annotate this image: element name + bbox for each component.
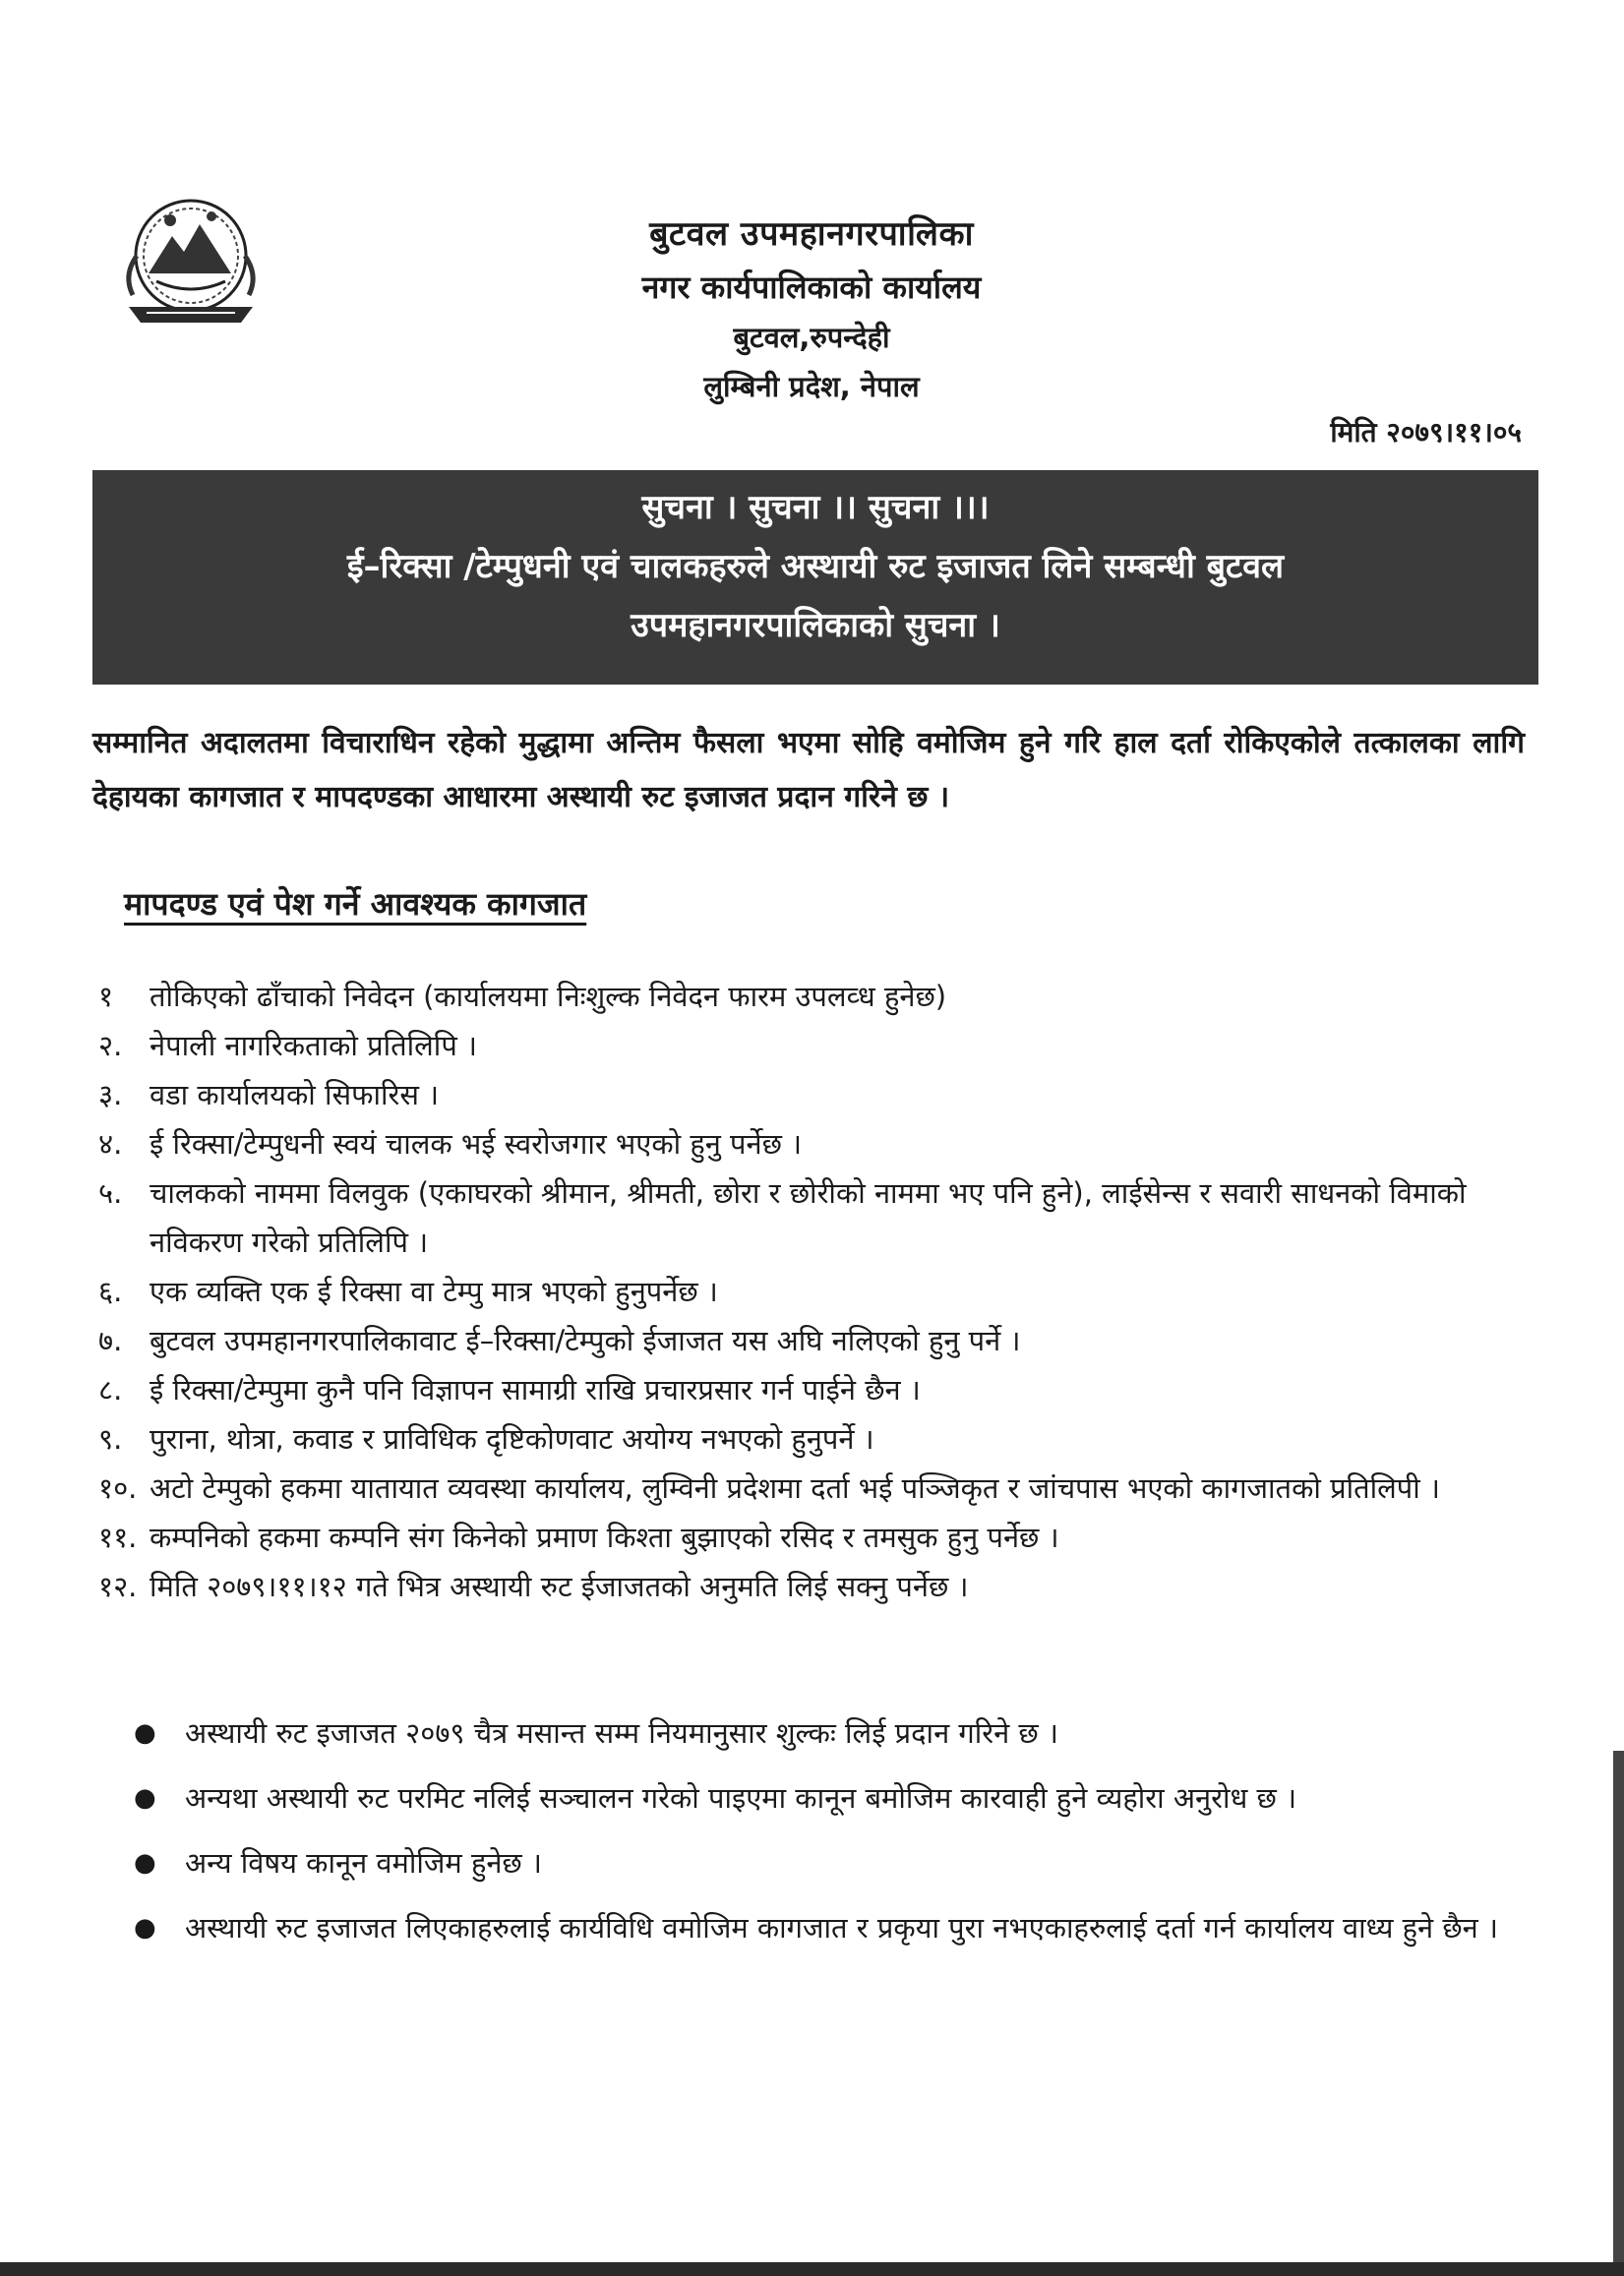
requirement-number: २. [98, 1029, 123, 1062]
requirement-text: तोकिएको ढाँचाको निवेदन (कार्यालयमा निःशुल्क निवेदन फारम उपलव्ध हुनेछ) [150, 980, 947, 1013]
requirement-number: १०. [98, 1471, 138, 1505]
requirement-item [98, 972, 1527, 1021]
requirement-item [98, 1267, 1527, 1316]
note-item [134, 1901, 1529, 1954]
office-header [472, 207, 1151, 411]
notice-date: मिति २०७९।११।०५ [1330, 416, 1522, 449]
note-text: अन्य विषय कानून वमोजिम हुनेछ । [185, 1846, 542, 1880]
scan-edge-right [1613, 1751, 1624, 2276]
requirement-number: १२. [98, 1570, 138, 1603]
banner-notice-heading: सुचना । सुचना ।। सुचना ।।। [641, 488, 990, 527]
notes-list [134, 1707, 1529, 1966]
requirement-item [98, 1070, 1527, 1119]
bullet-icon: ● [134, 1783, 156, 1813]
requirement-text: पुराना, थोत्रा, कवाड र प्राविधिक दृष्टिकोणवाट अयोग्य नभएको हुनुपर्ने । [150, 1422, 874, 1456]
requirement-text: बुटवल उपमहानगरपालिकावाट ई–रिक्सा/टेम्पुको ईजाजत यस अघि नलिएको हुनु पर्ने । [150, 1324, 1021, 1357]
nepal-government-emblem-icon [113, 187, 269, 334]
requirement-number: ५. [98, 1176, 123, 1210]
note-text: अन्यथा अस्थायी रुट परमिट नलिई सञ्चालन गरेको पाइएमा कानून बमोजिम कारवाही हुने व्यहोरा अनुरोध छ । [185, 1781, 1297, 1815]
requirements-list [98, 972, 1527, 1611]
requirement-item [98, 1513, 1527, 1562]
requirement-item [98, 1562, 1527, 1611]
note-item [134, 1707, 1529, 1760]
requirement-item [98, 1464, 1527, 1513]
bullet-icon: ● [134, 1718, 156, 1748]
requirement-text: अटो टेम्पुको हकमा यातायात व्यवस्था कार्यालय, लुम्विनी प्रदेशमा दर्ता भई पञ्जिकृत र जांचपास भएको कागजातको प्रतिलिपी । [150, 1471, 1440, 1505]
note-text: अस्थायी रुट इजाजत २०७९ चैत्र मसान्त सम्म नियमानुसार शुल्कः लिई प्रदान गरिने छ । [185, 1716, 1058, 1750]
requirement-text: मिति २०७९।११।१२ गते भित्र अस्थायी रुट ईजाजतको अनुमति लिई सक्नु पर्नेछ । [150, 1570, 969, 1603]
bullet-icon: ● [134, 1848, 156, 1878]
intro-paragraph: सम्मानित अदालतमा विचाराधिन रहेको मुद्धामा अन्तिम फैसला भएमा सोहि वमोजिम हुने गरि हाल दर्ता रोकिएकोले तत्कालका लागि देहायका कागजात र मापदण्डका आधारमा अस्थायी रुट इजाजत प्रदान गरिने छ । [92, 726, 1525, 814]
note-item [134, 1771, 1529, 1825]
requirement-item [98, 1119, 1527, 1168]
requirement-item [98, 1316, 1527, 1365]
requirement-text: चालकको नाममा विलवुक (एकाघरको श्रीमान, श्रीमती, छोरा र छोरीको नाममा भए पनि हुने), लाईसेन्स र सवारी साधनको विमाको नविकरण गरेको प्रतिलिपि । [150, 1176, 1467, 1259]
municipality-name: बुटवल उपमहानगरपालिका [649, 214, 974, 254]
note-text: अस्थायी रुट इजाजत लिएकाहरुलाई कार्यविधि वमोजिम कागजात र प्रकृया पुरा नभएकाहरुलाई दर्ता गर्न कार्यालय वाध्य हुने छैन । [185, 1911, 1498, 1945]
requirement-number: ८. [98, 1373, 123, 1407]
notice-banner [92, 470, 1538, 685]
requirement-item [98, 1168, 1527, 1267]
note-item [134, 1836, 1529, 1889]
banner-subject-line-1: ई–रिक्सा /टेम्पुधनी एवं चालकहरुले अस्थायी रुट इजाजत लिने सम्बन्धी बुटवल [346, 547, 1285, 586]
banner-subject-line-2: उपमहानगरपालिकाको सुचना । [631, 606, 1000, 645]
requirement-text: नेपाली नागरिकताको प्रतिलिपि । [150, 1029, 477, 1062]
section-heading: मापदण्ड एवं पेश गर्ने आवश्यक कागजात [124, 885, 587, 923]
requirement-text: एक व्यक्ति एक ई रिक्सा वा टेम्पु मात्र भएको हुनुपर्नेछ । [150, 1275, 718, 1308]
requirement-text: कम्पनिको हकमा कम्पनि संग किनेको प्रमाण किश्ता बुझाएको रसिद र तमसुक हुनु पर्नेछ । [150, 1521, 1059, 1554]
requirement-item [98, 1414, 1527, 1464]
office-province: लुम्बिनी प्रदेश, नेपाल [703, 370, 920, 403]
requirement-text: ई रिक्सा/टेम्पुमा कुनै पनि विज्ञापन सामाग्री राखि प्रचारप्रसार गर्न पाईने छैन । [150, 1373, 921, 1407]
bullet-icon: ● [134, 1913, 156, 1943]
requirement-number: ३. [98, 1078, 123, 1111]
requirement-text: वडा कार्यालयको सिफारिस । [150, 1078, 440, 1111]
requirement-item [98, 1021, 1527, 1070]
scan-edge-bottom [0, 2262, 1624, 2276]
requirement-number: १ [98, 980, 114, 1013]
requirement-number: ७. [98, 1324, 123, 1357]
requirement-number: ११. [98, 1521, 138, 1554]
requirement-item [98, 1365, 1527, 1414]
office-name: नगर कार्यपालिकाको कार्यालय [641, 269, 982, 306]
requirement-number: ६. [98, 1275, 123, 1308]
office-location: बुटवल,रुपन्देही [733, 321, 890, 354]
requirement-number: ४. [98, 1127, 123, 1161]
requirement-text: ई रिक्सा/टेम्पुधनी स्वयं चालक भई स्वरोजगार भएको हुनु पर्नेछ । [150, 1127, 803, 1161]
requirement-number: ९. [98, 1422, 123, 1456]
